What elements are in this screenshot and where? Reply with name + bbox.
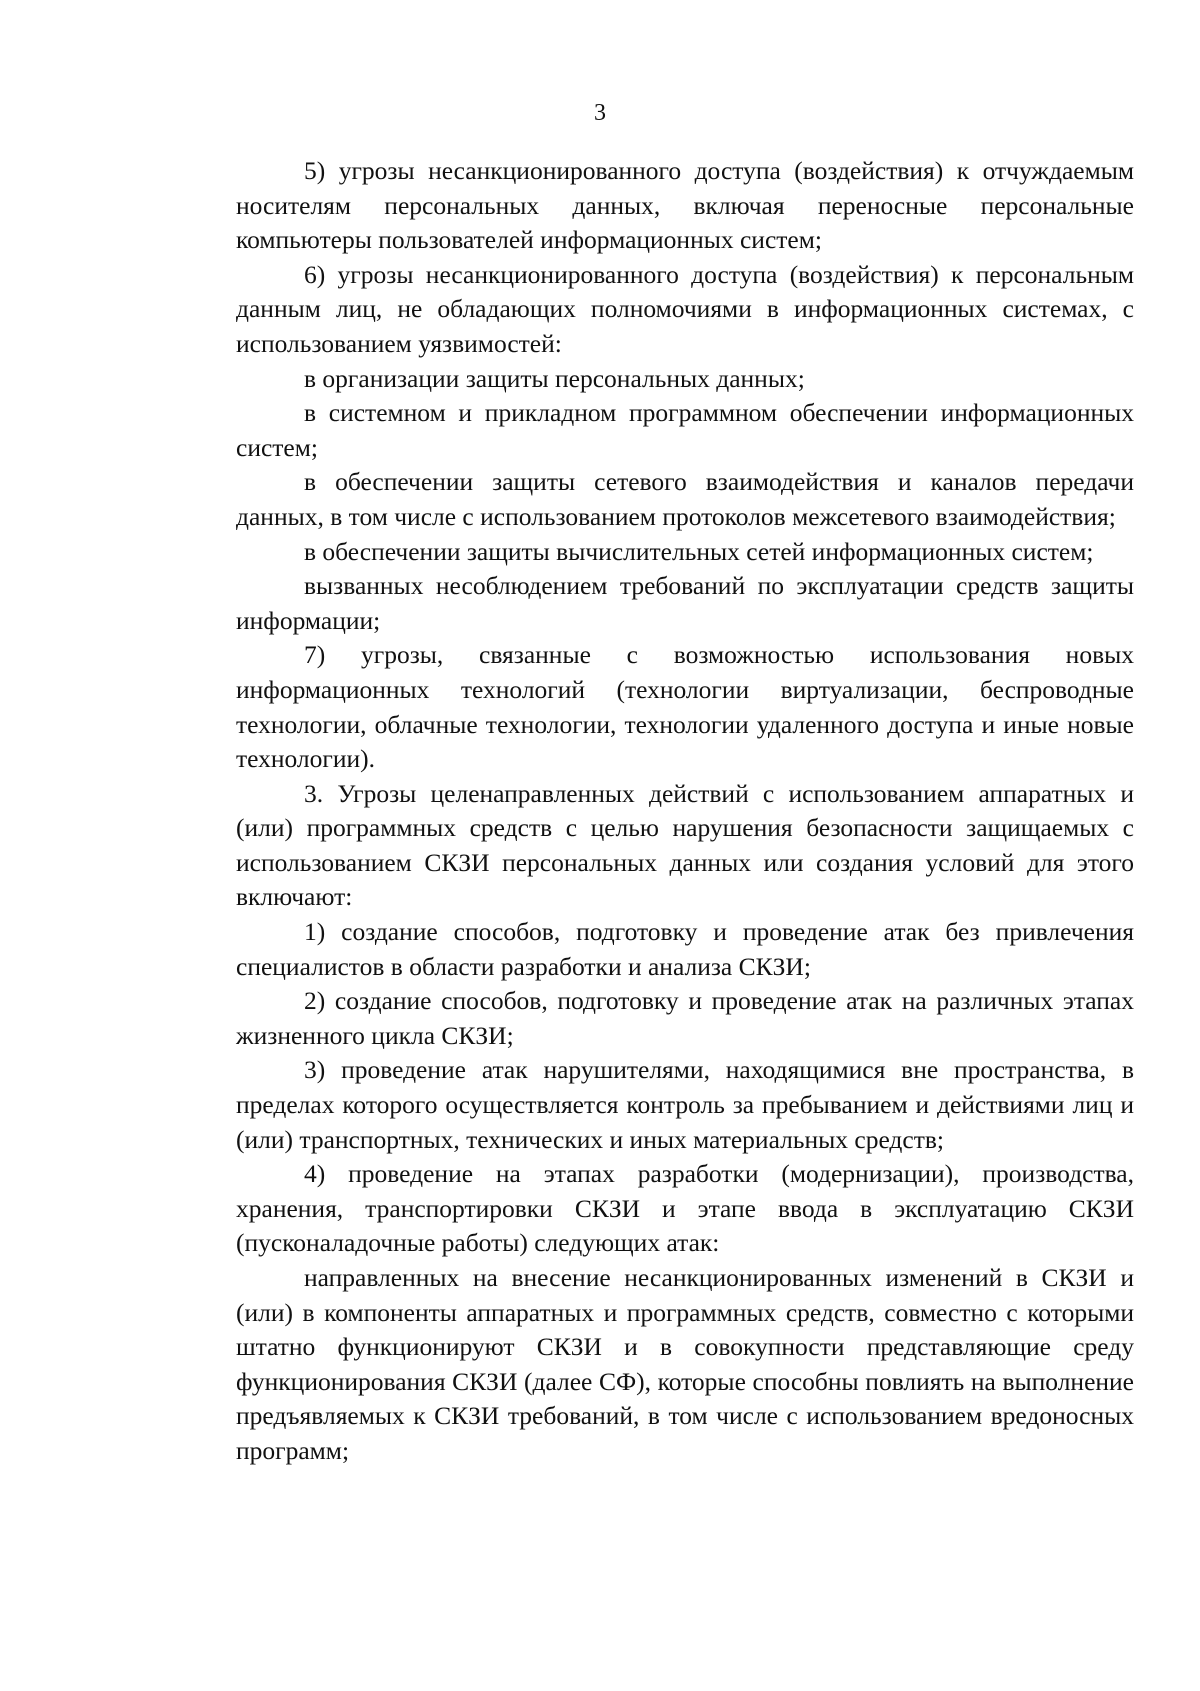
paragraph-item-6: 6) угрозы несанкционированного доступа (воздействия) к персональным данным лиц, не обладающих полномочиями в информационных системах, с использованием уязвимостей: <box>236 259 1134 358</box>
paragraph-section-3-item-4: 4) проведение на этапах разработки (модернизации), производства, хранения, транспортировки СКЗИ и этапе ввода в эксплуатацию СКЗИ (пусконаладочные работы) следующих атак: <box>236 1159 1134 1258</box>
paragraph-subitem-network-interaction: в обеспечении защиты сетевого взаимодействия и каналов передачи данных, в том числе с использованием протоколов межсетевого взаимодействия; <box>236 467 1134 531</box>
paragraph-section-3: 3. Угрозы целенаправленных действий с использованием аппаратных и (или) программных средств с целью нарушения безопасности защищаемых с использованием СКЗИ персональных данных или создания условий для этого включают: <box>236 778 1134 912</box>
paragraph-subitem-organization: в организации защиты персональных данных; <box>304 363 805 393</box>
paragraph-section-3-item-3: 3) проведение атак нарушителями, находящимися вне пространства, в пределах которого осуществляется контроль за пребыванием и действиями лиц и (или) транспортных, технических и иных материальных средств; <box>236 1055 1134 1154</box>
paragraph-subitem-unauthorized-changes: направленных на внесение несанкционированных изменений в СКЗИ и (или) в компоненты аппаратных и программных средств, совместно с которыми штатно функционируют СКЗИ и в совокупности представляющие среду функционирования СКЗИ (далее СФ), которые способны повлиять на выполнение предъявляемых к СКЗИ требований, в том числе с использованием вредоносных программ; <box>236 1263 1134 1465</box>
paragraph-section-3-item-2: 2) создание способов, подготовку и проведение атак на различных этапах жизненного цикла СКЗИ; <box>236 986 1134 1050</box>
document-body <box>236 154 1134 1469</box>
paragraph-subitem-computer-networks: в обеспечении защиты вычислительных сетей информационных систем; <box>304 536 1094 566</box>
paragraph-subitem-software: в системном и прикладном программном обеспечении информационных систем; <box>236 398 1134 462</box>
paragraph-item-7: 7) угрозы, связанные с возможностью использования новых информационных технологий (технологии виртуализации, беспроводные технологии, облачные технологии, технологии удаленного доступа и иные новые технологии). <box>236 640 1134 774</box>
page-number: 3 <box>594 100 606 126</box>
paragraph-item-5: 5) угрозы несанкционированного доступа (воздействия) к отчуждаемым носителям персональных данных, включая переносные персональные компьютеры пользователей информационных систем; <box>236 156 1134 255</box>
paragraph-subitem-noncompliance: вызванных несоблюдением требований по эксплуатации средств защиты информации; <box>236 571 1134 635</box>
paragraph-section-3-item-1: 1) создание способов, подготовку и проведение атак без привлечения специалистов в области разработки и анализа СКЗИ; <box>236 917 1134 981</box>
